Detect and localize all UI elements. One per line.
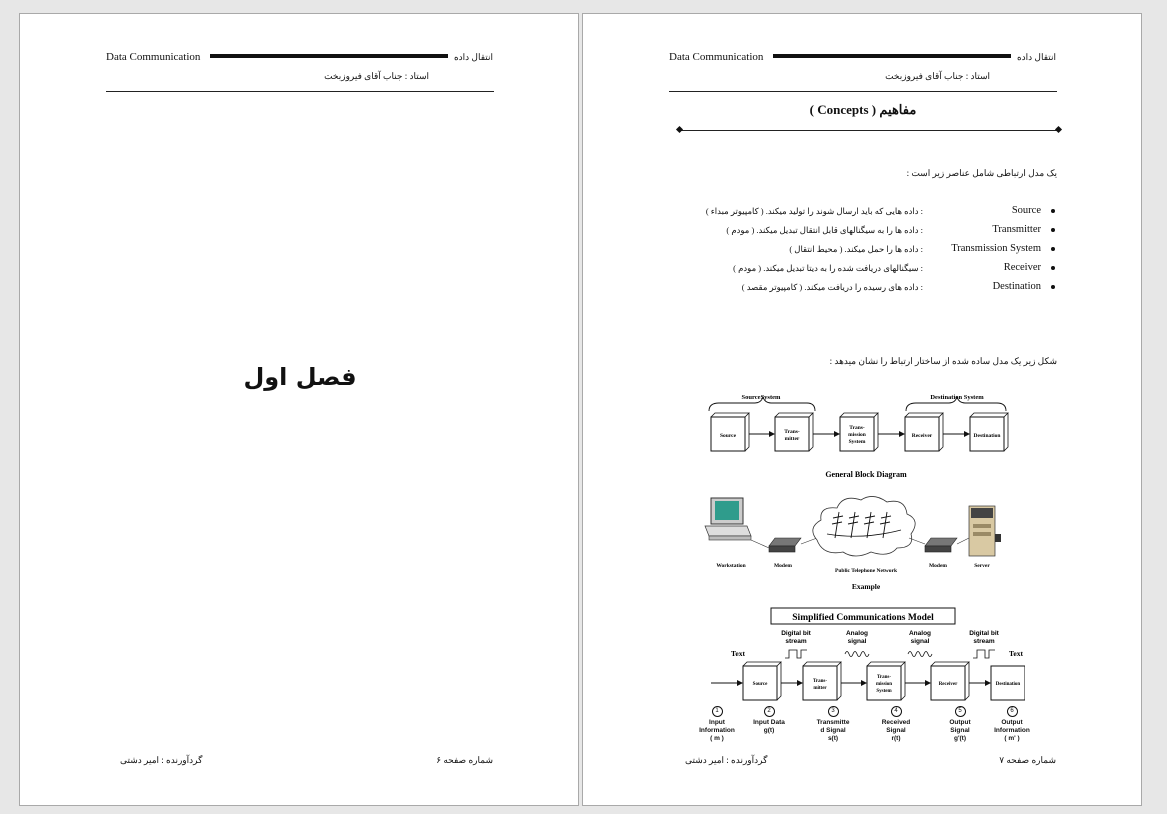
destination-system-label: Destination System xyxy=(930,394,984,401)
bullet xyxy=(1051,247,1055,251)
server-label: Server xyxy=(974,563,990,569)
block-label: System xyxy=(848,439,866,445)
network-label: Public Telephone Network xyxy=(834,568,898,574)
stage-number: 2 xyxy=(764,706,775,717)
signal-label: stream xyxy=(785,638,807,645)
item-term: Transmission System xyxy=(951,243,1041,254)
header-rule xyxy=(106,91,494,92)
stage-text: Output Information ( m' ) xyxy=(994,719,1030,742)
footer-page-number: شماره صفحه ۶ xyxy=(436,755,493,765)
item-description: : سیگنالهای دریافت شده را به دیتا تبدیل میکند. ( مودم ) xyxy=(733,263,923,273)
modem-icon xyxy=(925,538,957,552)
item-description: : داده ها را به سیگنالهای قابل انتقال تبدیل میکند. ( مودم ) xyxy=(726,225,923,235)
general-diagram-caption: General Block Diagram xyxy=(825,470,907,479)
header-instructor: استاد : جناب آقای فیروزبخت xyxy=(885,71,990,81)
modem-left-label: Modem xyxy=(773,563,793,569)
bullet xyxy=(1051,266,1055,270)
header-title-fa: انتقال داده xyxy=(453,52,493,62)
divider-end-right xyxy=(1055,126,1062,133)
cable xyxy=(751,540,769,548)
block-transmitter xyxy=(775,413,813,451)
block-label: System xyxy=(876,689,892,694)
footer-page-number: شماره صفحه ۷ xyxy=(999,755,1056,765)
stage-text: Input Information ( m ) xyxy=(699,719,735,742)
list-item xyxy=(681,205,1041,219)
block-label: mission xyxy=(875,682,893,687)
block-label: Receiver xyxy=(938,682,958,687)
section-title: مفاهیم ( Concepts ) xyxy=(809,102,917,117)
model-stages xyxy=(699,706,1033,746)
item-term: Transmitter xyxy=(992,224,1041,235)
block-label: Trans- xyxy=(849,425,865,431)
stage-number: 5 xyxy=(955,706,966,717)
signal-label: signal xyxy=(847,638,867,645)
signal-label: Analog xyxy=(845,630,869,637)
footer-author: گردآورنده : امیر دشتی xyxy=(685,755,768,765)
analog-waveform xyxy=(845,652,869,657)
example-caption: Example xyxy=(851,582,881,591)
block-label: mission xyxy=(848,432,866,438)
digital-waveform xyxy=(973,650,995,658)
cloud-icon xyxy=(813,496,915,556)
item-description: : داده های رسیده را دریافت میکند. ( کامپیوتر مقصد ) xyxy=(741,282,923,292)
block-destination xyxy=(970,413,1008,451)
block-receiver xyxy=(905,413,943,451)
stage-label xyxy=(687,706,747,743)
page-7 xyxy=(582,13,1142,806)
cable xyxy=(801,538,817,544)
analog-waveform xyxy=(908,652,932,657)
source-system-label: SourceSystem xyxy=(741,394,781,401)
stage-text: Received Signal r(t) xyxy=(881,719,911,742)
figure-caption: شکل زیر یک مدل ساده شده از ساختار ارتباط را نشان میدهد : xyxy=(829,356,1057,366)
block-label: mitter xyxy=(813,686,827,691)
bullet xyxy=(1051,285,1055,289)
footer-author: گردآورنده : امیر دشتی xyxy=(120,755,203,765)
list-item xyxy=(681,243,1041,257)
workstation-label: Workstation xyxy=(716,563,746,569)
cable xyxy=(957,538,969,544)
header-title-en: Data Communication xyxy=(106,51,201,63)
signal-label: stream xyxy=(973,638,995,645)
block-source xyxy=(711,413,749,451)
stage-text: Input Data g(t) xyxy=(753,719,785,734)
source-system-brace xyxy=(709,397,815,411)
item-term: Receiver xyxy=(1003,262,1041,273)
model-block-source xyxy=(743,662,781,700)
block-label: Trans- xyxy=(784,429,800,435)
model-block-transmission-system xyxy=(867,662,905,700)
signal-label: Digital bit xyxy=(969,630,999,637)
header-instructor: استاد : جناب آقای فیروزبخت xyxy=(324,71,429,81)
stage-label xyxy=(739,706,799,735)
signal-label: Analog xyxy=(908,630,932,637)
stage-number: 4 xyxy=(891,706,902,717)
item-term: Source xyxy=(1011,205,1041,216)
modem-right-label: Modem xyxy=(928,563,948,569)
block-label: mitter xyxy=(784,436,800,442)
header-title-fa: انتقال داده xyxy=(1016,52,1056,62)
divider-end-left xyxy=(676,126,683,133)
block-label: Destination xyxy=(973,433,1001,439)
block-label: Source xyxy=(752,682,768,687)
header-rule xyxy=(669,91,1057,92)
bullet xyxy=(1051,228,1055,232)
workstation-icon xyxy=(705,498,751,540)
list-item xyxy=(681,262,1041,276)
destination-system-brace xyxy=(906,397,1006,411)
signal-label: Digital bit xyxy=(781,630,811,637)
stage-number: 6 xyxy=(1007,706,1018,717)
signal-label: signal xyxy=(910,638,930,645)
stage-number: 1 xyxy=(712,706,723,717)
communications-diagram xyxy=(703,388,1025,743)
block-label: Destination xyxy=(995,682,1021,687)
stage-label xyxy=(930,706,990,743)
list-item xyxy=(681,281,1041,295)
modem-icon xyxy=(769,538,801,552)
stage-number: 3 xyxy=(828,706,839,717)
block-label: Trans- xyxy=(876,675,892,680)
example-illustration xyxy=(705,496,1001,591)
header-rule-thick xyxy=(210,54,448,58)
text-left-label: Text xyxy=(731,649,745,658)
bullet xyxy=(1051,209,1055,213)
digital-waveform xyxy=(785,650,807,658)
general-block-diagram xyxy=(709,394,1008,479)
list-item xyxy=(681,224,1041,238)
text-right-label: Text xyxy=(1009,649,1023,658)
item-description: : داده هایی که باید ارسال شوند را تولید میکند. ( کامپیوتر مبداء ) xyxy=(705,206,923,216)
simplified-model xyxy=(711,608,1025,700)
header-title-en: Data Communication xyxy=(669,51,764,63)
block-label: Receiver xyxy=(911,433,933,439)
stage-label xyxy=(866,706,926,743)
stage-label xyxy=(982,706,1042,743)
server-icon xyxy=(969,506,1001,556)
header-rule-thick xyxy=(773,54,1011,58)
stage-text: Transmitte d Signal s(t) xyxy=(816,719,850,742)
model-block-destination xyxy=(991,666,1025,700)
intro-text: یک مدل ارتباطی شامل عناصر زیر است : xyxy=(906,168,1057,178)
model-block-transmitter xyxy=(803,662,841,700)
page-6 xyxy=(19,13,579,806)
title-divider xyxy=(679,130,1059,131)
model-block-receiver xyxy=(931,662,969,700)
block-label: Source xyxy=(719,433,737,439)
stage-label xyxy=(803,706,863,743)
item-description: : داده ها را حمل میکند. ( محیط انتقال ) xyxy=(789,244,923,254)
block-transmission-system xyxy=(840,413,878,451)
stage-text: Output Signal g'(t) xyxy=(949,719,971,742)
chapter-title: فصل اول xyxy=(243,363,357,391)
model-title: Simplified Communications Model xyxy=(792,613,934,623)
block-label: Trans- xyxy=(812,679,828,684)
item-term: Destination xyxy=(992,281,1041,292)
